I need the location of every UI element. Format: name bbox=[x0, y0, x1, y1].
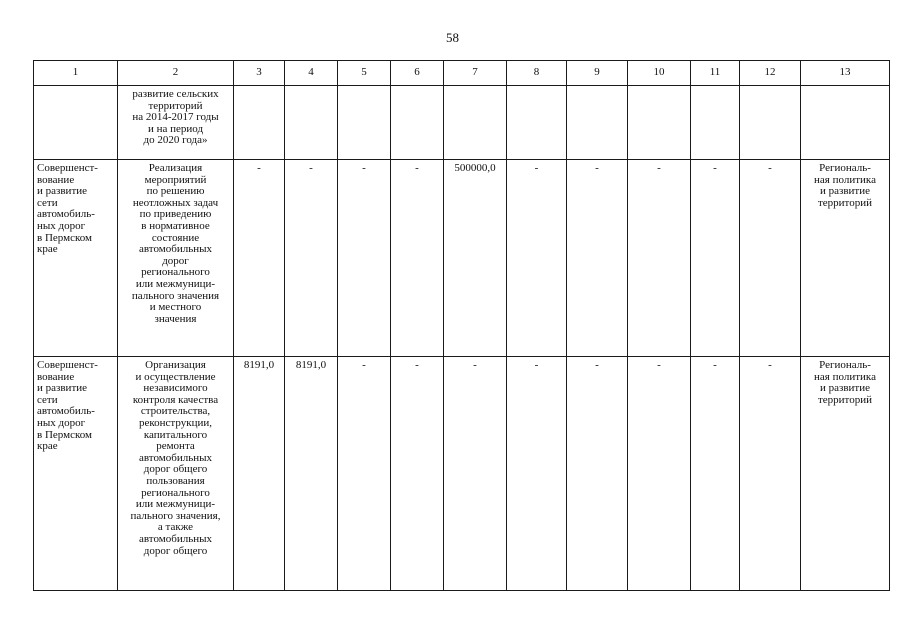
page-number: 58 bbox=[446, 30, 459, 45]
table-cell bbox=[691, 86, 740, 160]
column-header: 6 bbox=[391, 61, 444, 86]
table-cell: - bbox=[338, 160, 391, 357]
table-cell: - bbox=[567, 357, 628, 591]
column-header: 5 bbox=[338, 61, 391, 86]
column-header: 13 bbox=[801, 61, 890, 86]
table-row bbox=[34, 86, 890, 160]
table-cell bbox=[391, 86, 444, 160]
column-header: 9 bbox=[567, 61, 628, 86]
table-cell: Региональ- ная политика и развитие территорий bbox=[801, 160, 890, 357]
column-header: 2 bbox=[118, 61, 234, 86]
table-row bbox=[34, 357, 890, 591]
table-cell: - bbox=[740, 357, 801, 591]
table-cell bbox=[338, 86, 391, 160]
table-cell: 500000,0 bbox=[444, 160, 507, 357]
column-header: 8 bbox=[507, 61, 567, 86]
column-header: 10 bbox=[628, 61, 691, 86]
table-cell: - bbox=[628, 357, 691, 591]
table-cell: Реализация мероприятий по решению неотложных задач по приведению в нормативное состояние автомобильных дорог регионального или межмуници- пального значения и местного значения bbox=[118, 160, 234, 357]
table-cell: - bbox=[391, 357, 444, 591]
table-cell bbox=[444, 86, 507, 160]
table-cell bbox=[567, 86, 628, 160]
table-cell bbox=[740, 86, 801, 160]
table-cell: - bbox=[507, 160, 567, 357]
column-header: 7 bbox=[444, 61, 507, 86]
table-cell bbox=[234, 86, 285, 160]
column-header: 11 bbox=[691, 61, 740, 86]
column-header: 4 bbox=[285, 61, 338, 86]
table-row bbox=[34, 160, 890, 357]
table-cell: - bbox=[691, 357, 740, 591]
table-cell: - bbox=[391, 160, 444, 357]
table-cell: Региональ- ная политика и развитие территорий bbox=[801, 357, 890, 591]
table-header-row bbox=[34, 61, 890, 86]
table-cell: - bbox=[628, 160, 691, 357]
table-cell: - bbox=[507, 357, 567, 591]
table-cell: - bbox=[567, 160, 628, 357]
program-table bbox=[33, 60, 890, 591]
table-cell bbox=[34, 86, 118, 160]
column-header: 3 bbox=[234, 61, 285, 86]
table-cell: - bbox=[691, 160, 740, 357]
table-cell: Совершенст- вование и развитие сети автомобиль- ных дорог в Пермском крае bbox=[34, 160, 118, 357]
table-cell: - bbox=[338, 357, 391, 591]
table-cell: развитие сельских территорий на 2014-2017 годы и на период до 2020 года» bbox=[118, 86, 234, 160]
table-cell: - bbox=[740, 160, 801, 357]
table-cell: - bbox=[285, 160, 338, 357]
table-cell bbox=[285, 86, 338, 160]
table-cell bbox=[507, 86, 567, 160]
column-header: 1 bbox=[34, 61, 118, 86]
table-cell: - bbox=[444, 357, 507, 591]
column-header: 12 bbox=[740, 61, 801, 86]
table-cell bbox=[801, 86, 890, 160]
table-cell: Совершенст- вование и развитие сети автомобиль- ных дорог в Пермском крае bbox=[34, 357, 118, 591]
table-cell: - bbox=[234, 160, 285, 357]
table-cell: Организация и осуществление независимого контроля качества строительства, реконструкции, капитального ремонта автомобильных дорог общего пользования регионального или межмуници- пального значения, а также автомобильных дорог общего bbox=[118, 357, 234, 591]
table-cell: 8191,0 bbox=[285, 357, 338, 591]
table-cell bbox=[628, 86, 691, 160]
table-cell: 8191,0 bbox=[234, 357, 285, 591]
